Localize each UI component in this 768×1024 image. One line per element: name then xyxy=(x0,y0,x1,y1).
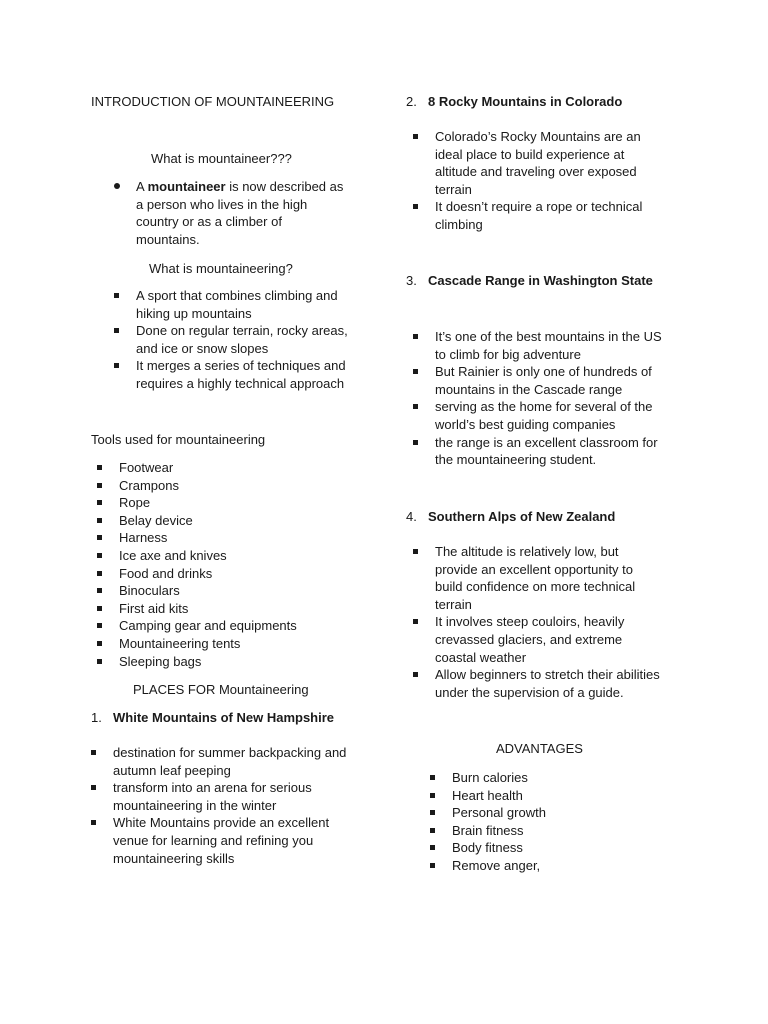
bullet-square-icon xyxy=(97,565,107,583)
list-item: A mountaineer is now described as a person who lives in the high country or as a climber of mountains. xyxy=(136,178,376,248)
bullet-square-icon xyxy=(413,363,423,381)
bullet-square-icon xyxy=(413,128,423,146)
question-mountaineering: What is mountaineering? xyxy=(149,261,293,276)
bullet-square-icon xyxy=(91,779,101,797)
bullet-square-icon xyxy=(413,613,423,631)
place-4-list xyxy=(435,543,725,701)
list-item: White Mountains provide an excellent venue for learning and refining you mountaineering skills xyxy=(113,814,373,867)
bullet-square-icon xyxy=(430,787,440,805)
place-2-list xyxy=(435,128,715,234)
list-item: Heart health xyxy=(452,787,692,805)
bullet-square-icon xyxy=(97,547,107,565)
tools-list xyxy=(119,459,359,670)
list-item: It involves steep couloirs, heavily crevassed glaciers, and extreme coastal weather xyxy=(435,613,725,666)
list-item: Mountaineering tents xyxy=(119,635,359,653)
list-item: First aid kits xyxy=(119,600,359,618)
bullet-square-icon xyxy=(430,769,440,787)
list-item: Binoculars xyxy=(119,582,359,600)
list-item: Colorado’s Rocky Mountains are an ideal place to build experience at altitude and traveling over exposed terrain xyxy=(435,128,715,198)
bullet-square-icon xyxy=(97,512,107,530)
bullet-square-icon xyxy=(413,543,423,561)
bullet-square-icon xyxy=(91,814,101,832)
question-mountaineer: What is mountaineer??? xyxy=(151,151,292,166)
places-heading: PLACES FOR Mountaineering xyxy=(133,682,309,697)
mountaineer-definition-list xyxy=(136,178,376,248)
bullet-square-icon xyxy=(97,477,107,495)
list-item: Sleeping bags xyxy=(119,653,359,671)
bullet-square-icon xyxy=(413,328,423,346)
list-item: Crampons xyxy=(119,477,359,495)
tools-heading: Tools used for mountaineering xyxy=(91,432,266,447)
list-item: Done on regular terrain, rocky areas, and ice or snow slopes xyxy=(136,322,376,357)
place-3-list xyxy=(435,328,725,469)
bullet-square-icon xyxy=(97,582,107,600)
list-item: Remove anger, xyxy=(452,857,692,875)
term-mountaineer: mountaineer xyxy=(147,179,226,194)
list-item: It merges a series of techniques and requires a highly technical approach xyxy=(136,357,376,392)
list-item: But Rainier is only one of hundreds of mountains in the Cascade range xyxy=(435,363,725,398)
advantages-heading: ADVANTAGES xyxy=(496,741,583,756)
bullet-square-icon xyxy=(97,529,107,547)
bullet-square-icon xyxy=(413,198,423,216)
bullet-square-icon xyxy=(413,398,423,416)
place-4-heading: 4. Southern Alps of New Zealand xyxy=(406,509,616,524)
bullet-square-icon xyxy=(97,494,107,512)
bullet-square-icon xyxy=(413,666,423,684)
list-item: Allow beginners to stretch their abilities under the supervision of a guide. xyxy=(435,666,725,701)
bullet-square-icon xyxy=(430,839,440,857)
bullet-square-icon xyxy=(91,744,101,762)
bullet-square-icon xyxy=(413,434,423,452)
bullet-square-icon xyxy=(97,653,107,671)
bullet-square-icon xyxy=(114,287,124,305)
list-item: Rope xyxy=(119,494,359,512)
mountaineering-definition-list xyxy=(136,287,376,393)
list-item: Harness xyxy=(119,529,359,547)
list-item: destination for summer backpacking and autumn leaf peeping xyxy=(113,744,373,779)
place-1-list xyxy=(113,744,373,867)
list-item: A sport that combines climbing and hiking up mountains xyxy=(136,287,376,322)
advantages-list xyxy=(452,769,692,875)
bullet-square-icon xyxy=(114,322,124,340)
list-item: Footwear xyxy=(119,459,359,477)
place-1-heading: 1. White Mountains of New Hampshire xyxy=(91,710,335,725)
list-item: Camping gear and equipments xyxy=(119,617,359,635)
bullet-square-icon xyxy=(97,635,107,653)
list-item: Food and drinks xyxy=(119,565,359,583)
place-2-heading: 2. 8 Rocky Mountains in Colorado xyxy=(406,94,623,109)
list-item: Belay device xyxy=(119,512,359,530)
list-item: Brain fitness xyxy=(452,822,692,840)
list-item: It’s one of the best mountains in the US to climb for big adventure xyxy=(435,328,725,363)
bullet-square-icon xyxy=(97,459,107,477)
list-item: Personal growth xyxy=(452,804,692,822)
list-item: Burn calories xyxy=(452,769,692,787)
list-item: Body fitness xyxy=(452,839,692,857)
place-3-heading: 3. Cascade Range in Washington State xyxy=(406,273,653,288)
bullet-dot-icon xyxy=(114,178,124,196)
bullet-square-icon xyxy=(97,600,107,618)
bullet-square-icon xyxy=(430,857,440,875)
list-item: transform into an arena for serious mountaineering in the winter xyxy=(113,779,373,814)
bullet-square-icon xyxy=(430,804,440,822)
list-item: It doesn’t require a rope or technical climbing xyxy=(435,198,715,233)
bullet-square-icon xyxy=(430,822,440,840)
bullet-square-icon xyxy=(114,357,124,375)
list-item: Ice axe and knives xyxy=(119,547,359,565)
list-item: the range is an excellent classroom for the mountaineering student. xyxy=(435,434,725,469)
list-item: serving as the home for several of the world’s best guiding companies xyxy=(435,398,725,433)
bullet-square-icon xyxy=(97,617,107,635)
document-title: INTRODUCTION OF MOUNTAINEERING xyxy=(91,94,335,109)
list-item: The altitude is relatively low, but provide an excellent opportunity to build confidence on more technical terrain xyxy=(435,543,725,613)
